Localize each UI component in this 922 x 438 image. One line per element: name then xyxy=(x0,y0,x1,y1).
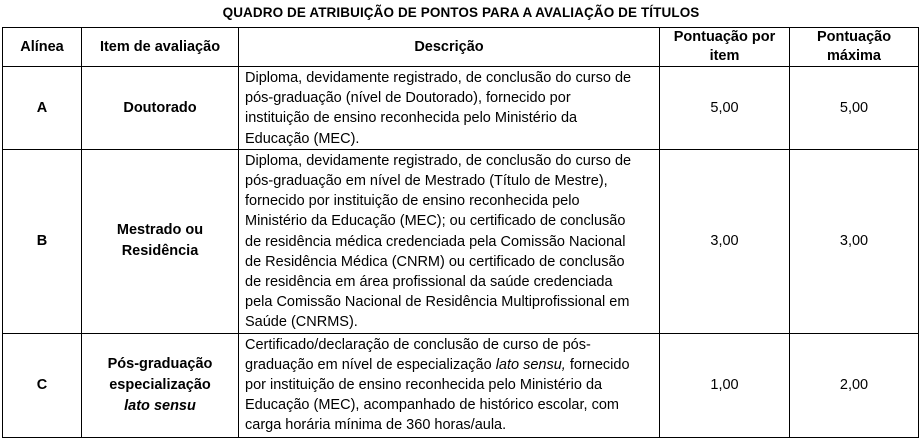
cell-descricao xyxy=(239,149,660,333)
desc-line: de Residência Médica (CNRM) ou certificado de conclusão xyxy=(245,253,625,270)
desc-line: fornecido xyxy=(565,356,630,373)
cell-alinea: A xyxy=(3,67,82,150)
cell-descricao xyxy=(239,333,660,437)
cell-alinea: C xyxy=(3,333,82,437)
desc-line: por instituição de ensino reconhecida pelo Ministério da xyxy=(245,377,603,394)
desc-line: Ministério da Educação (MEC); ou certificado de conclusão xyxy=(245,213,626,230)
header-row xyxy=(3,28,919,67)
cell-descricao xyxy=(239,67,660,150)
cell-pontuacao-max: 5,00 xyxy=(790,67,919,150)
item-line-italic: lato sensu xyxy=(124,397,196,414)
desc-italic: lato sensu, xyxy=(495,356,566,373)
cell-pontuacao-item: 1,00 xyxy=(660,333,790,437)
table-title: QUADRO DE ATRIBUIÇÃO DE PONTOS PARA A AVALIAÇÃO DE TÍTULOS xyxy=(222,5,700,20)
cell-pontuacao-item: 5,00 xyxy=(660,67,790,150)
header-descricao: Descrição xyxy=(239,28,660,67)
cell-pontuacao-max: 3,00 xyxy=(790,149,919,333)
table-row-b xyxy=(3,149,919,333)
points-table xyxy=(2,27,919,438)
cell-pontuacao-max: 2,00 xyxy=(790,333,919,437)
desc-line: Educação (MEC). xyxy=(245,130,360,147)
table-row-c xyxy=(3,333,919,437)
desc-line: pela Comissão Nacional de Residência Multiprofissional em xyxy=(245,294,630,311)
header-pontuacao-max-line1: Pontuação xyxy=(816,29,892,45)
desc-line: Diploma, devidamente registrado, de conclusão do curso de xyxy=(245,152,632,169)
header-item: Item de avaliação xyxy=(82,28,239,67)
desc-line: Certificado/declaração de conclusão de curso de pós- xyxy=(245,336,591,353)
cell-pontuacao-item: 3,00 xyxy=(660,149,790,333)
item-line: Residência xyxy=(121,243,199,260)
desc-line: Saúde (CNRMS). xyxy=(245,314,358,331)
header-pontuacao-item-line2: item xyxy=(709,48,740,64)
header-pontuacao-item xyxy=(660,28,790,67)
item-line: Pós-graduação xyxy=(107,355,213,372)
item-line: Mestrado ou xyxy=(116,222,204,239)
cell-item xyxy=(82,67,239,150)
desc-line: pós-graduação em nível de Mestrado (Título de Mestre), xyxy=(245,173,608,190)
header-pontuacao-max xyxy=(790,28,919,67)
desc-line: de residência em área profissional da saúde credenciada xyxy=(245,274,613,291)
item-line: especialização xyxy=(109,376,211,393)
cell-item xyxy=(82,333,239,437)
desc-line: carga horária mínima de 360 horas/aula. xyxy=(245,417,507,434)
header-pontuacao-max-line2: máxima xyxy=(826,48,881,64)
header-alinea: Alínea xyxy=(3,28,82,67)
desc-line: graduação em nível de especialização xyxy=(245,356,496,373)
desc-line: de residência médica credenciada pela Comissão Nacional xyxy=(245,233,626,250)
header-pontuacao-item-line1: Pontuação por xyxy=(673,29,776,45)
desc-line: fornecido por instituição de ensino reconhecida pelo xyxy=(245,193,580,210)
desc-line: pós-graduação (nível de Doutorado), fornecido por xyxy=(245,90,571,107)
desc-line: Educação (MEC), acompanhado de histórico escolar, com xyxy=(245,397,619,414)
table-row-a xyxy=(3,67,919,150)
cell-alinea: B xyxy=(3,149,82,333)
item-line: Doutorado xyxy=(123,99,197,116)
desc-line: instituição de ensino reconhecida pelo Ministério da xyxy=(245,110,578,127)
cell-item xyxy=(82,149,239,333)
desc-line: Diploma, devidamente registrado, de conclusão do curso de xyxy=(245,70,632,86)
